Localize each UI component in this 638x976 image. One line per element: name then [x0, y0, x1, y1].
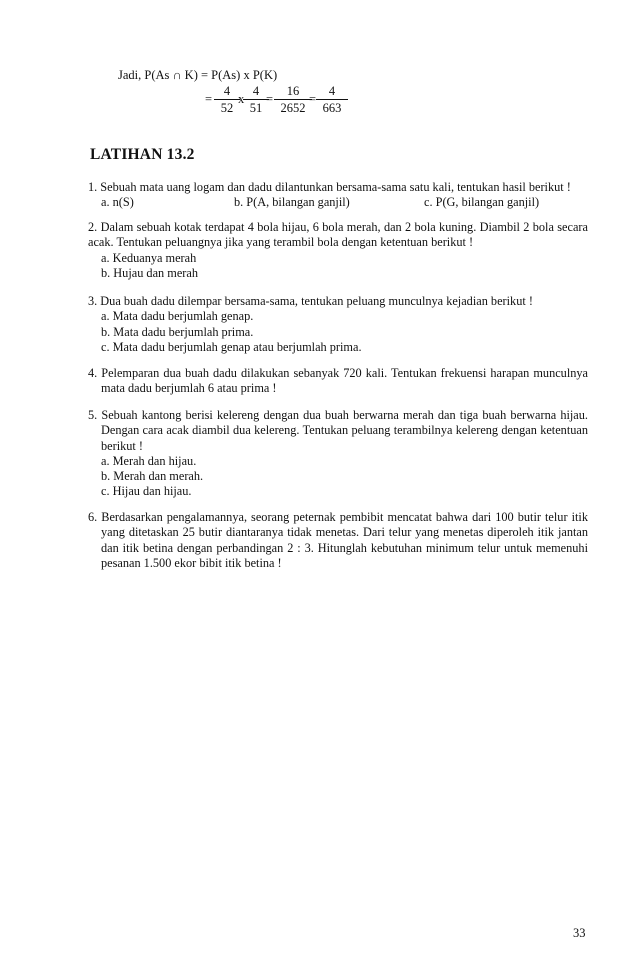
section-heading: LATIHAN 13.2: [90, 146, 195, 163]
question-3: [88, 294, 588, 355]
fraction-3-numerator: 16: [274, 84, 312, 100]
question-1-option-a: a. n(S): [101, 195, 134, 210]
question-4: [88, 366, 588, 397]
question-1-option-b: b. P(A, bilangan ganjil): [234, 195, 350, 210]
formula-line-1: Jadi, P(As ∩ K) = P(As) x P(K): [118, 68, 278, 82]
page-number: 33: [573, 926, 586, 940]
equals-sign-2: =: [266, 92, 274, 106]
fraction-2-denominator: 51: [249, 101, 263, 115]
fraction-2-numerator: 4: [243, 84, 269, 100]
fraction-4-numerator: 4: [316, 84, 348, 100]
question-6-text: 6. Berdasarkan pengalamannya, seorang peternak pembibit mencatat bahwa dari 100 butir telur itik yang ditetaskan 25 butir diantaranya tidak menetas. Dari telur yang menetas diperoleh itik jantan dan itik betina dengan perbandingan 2 : 3. Hitunglah kebutuhan minimum telur untuk memenuhi pesanan 1.500 ekor bibit itik betina !: [88, 510, 588, 570]
question-5-option-b: b. Merah dan merah.: [101, 469, 204, 484]
question-3-option-c: c. Mata dadu berjumlah genap atau berjumlah prima.: [101, 339, 362, 354]
question-2-option-b: b. Hujau dan merah: [101, 265, 198, 280]
question-2-text: 2. Dalam sebuah kotak terdapat 4 bola hijau, 6 bola merah, dan 2 bola kuning. Diambil 2 bola secara acak. Tentukan peluangnya jika yang terambil bola dengan ketentuan berikut !: [88, 220, 588, 250]
question-1: [88, 180, 588, 211]
equals-sign-3: =: [309, 92, 317, 106]
question-5: [88, 408, 588, 500]
question-5-option-c: c. Hijau dan hijau.: [101, 484, 192, 499]
question-2: [88, 220, 588, 281]
fraction-1-numerator: 4: [214, 84, 240, 100]
question-3-option-a: a. Mata dadu berjumlah genap.: [101, 309, 254, 324]
question-5-option-a: a. Merah dan hijau.: [101, 453, 197, 468]
fraction-1-denominator: 52: [220, 101, 234, 115]
fraction-4: [316, 84, 348, 116]
times-sign: x: [238, 92, 245, 106]
fraction-3-denominator: 2652: [280, 101, 306, 115]
question-5-text: 5. Sebuah kantong berisi kelereng dengan dua buah berwarna merah dan tiga buah berwarna hijau. Dengan cara acak diambil dua kelereng. Tentukan peluang terambilnya kelereng dengan ketentuan berikut !: [88, 408, 588, 453]
question-1-option-c: c. P(G, bilangan ganjil): [424, 195, 540, 210]
question-4-text: 4. Pelemparan dua buah dadu dilakukan sebanyak 720 kali. Tentukan frekuensi harapan munculnya mata dadu berjumlah 6 atau prima !: [88, 366, 588, 396]
fraction-4-denominator: 663: [322, 101, 342, 115]
fraction-3: [274, 84, 312, 116]
fraction-1: [214, 84, 240, 116]
question-1-options: [88, 195, 588, 210]
equals-sign: =: [205, 92, 213, 106]
question-3-option-b: b. Mata dadu berjumlah prima.: [101, 324, 254, 339]
question-2-option-a: a. Keduanya merah: [101, 250, 197, 265]
question-3-text: 3. Dua buah dadu dilempar bersama-sama, tentukan peluang munculnya kejadian berikut !: [88, 294, 533, 308]
question-6: [88, 510, 588, 571]
question-1-text: 1. Sebuah mata uang logam dan dadu dilantunkan bersama-sama satu kali, tentukan hasil berikut !: [88, 180, 571, 194]
